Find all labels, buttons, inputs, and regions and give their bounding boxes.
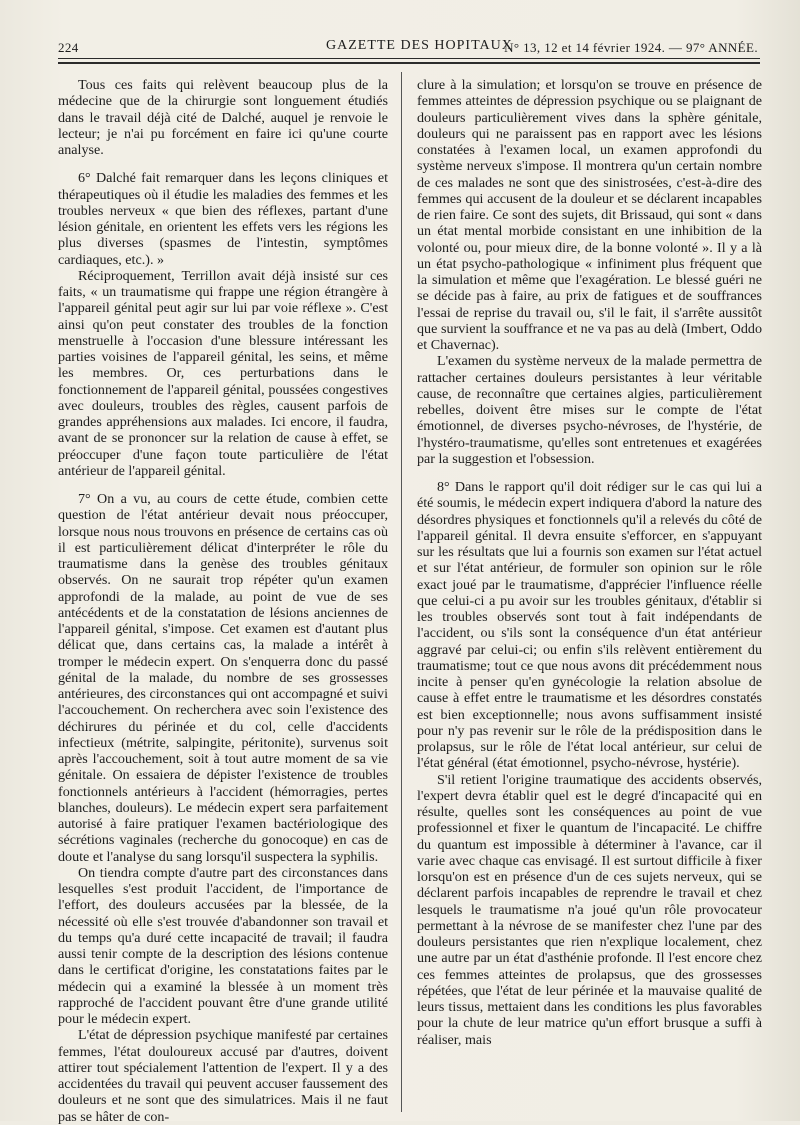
publication-title: GAZETTE DES HOPITAUX [326,38,513,53]
left-column [58,77,388,1125]
paragraph: 7° On a vu, au cours de cette étude, combien cette question de l'état antérieur devait nous préoccuper, lorsque nous nous trouvons en présence de certains cas où il est particulièrement délicat d'interpréter le rôle du traumatisme dans la genèse des troubles génitaux observés. On ne saurait trop répéter qu'un examen approfondi de la malade, au point de vue de ses antécédents et de la constatation de lésions anciennes de l'appareil génital, s'impose. Cet examen est d'autant plus délicat que, dans certains cas, la malade a intérêt à tromper le médecin expert. On s'enquerra donc du passé génital de la malade, du nombre de ses grossesses antérieures, des circonstances qui ont accompagné et suivi l'accouchement. On recherchera avec soin l'existence des déchirures du périnée et du col, celle d'accidents infectieux (métrite, salpingite, péritonite), survenus soit après l'accouchement, soit à tout autre moment de sa vie génitale. On essaiera de dépister l'existence de troubles fonctionnels antérieurs à l'accident (hémorragies, pertes blanches, douleurs). Le médecin expert sera parfaitement autorisé à faire pratiquer l'examen bactériologique des sécrétions vaginales (recherche du gonocoque) en cas de doute et l'analyse du sang lorsqu'il suspectera la syphilis. [58,491,388,865]
page-number: 224 [58,40,79,55]
paragraph: L'examen du système nerveux de la malade permettra de rattacher certaines douleurs persistantes à leur véritable cause, de reconnaître que certaines algies, particulièrement rebelles, doivent être mises sur le compte de l'état émotionnel, de diverses psycho-névroses, de l'hystérie, de l'hystéro-traumatisme, qu'elles sont entretenues et exagérées par la suggestion et l'obsession. [417,353,762,467]
paragraph: Tous ces faits qui relèvent beaucoup plus de la médecine que de la chirurgie sont longuement étudiés dans le travail déjà cité de Dalché, auquel je renvoie le lecteur; je n'ai pu forcément en faire ici qu'une courte analyse. [58,77,388,158]
paragraph: 6° Dalché fait remarquer dans les leçons cliniques et thérapeutiques où il étudie les maladies des femmes et les troubles nerveux « que bien des réflexes, partant d'une lésion génitale, en orientent les effets vers les régions les plus diverses (spasmes de l'intestin, symptômes cardiaques, etc.). » [58,170,388,268]
column-divider [401,72,402,1112]
header-rule-thin [58,58,760,59]
paragraph: Réciproquement, Terrillon avait déjà insisté sur ces faits, « un traumatisme qui frappe une région étrangère à l'appareil génital peut agir sur lui par voie réflexe ». C'est ainsi qu'on peut constater des troubles de la fonction menstruelle à l'occasion d'une blessure intéressant les parties voisines de l'appareil génital, les seins, et même les membres. Or, ces perturbations dans le fonctionnement de l'appareil génital, poussées congestives avec douleurs, troubles des règles, causent parfois de grandes appréhensions aux malades. Ici encore, il faudra, avant de se prononcer sur la relation de cause à effet, se préoccuper d'une façon toute particulière de l'état antérieur de l'appareil génital. [58,267,388,479]
paragraph: clure à la simulation; et lorsqu'on se trouve en présence de femmes atteintes de dépression psychique ou se plaignant de douleurs particulièrement vives dans la sphère génitale, douleurs qui ne paraissent pas en rapport avec les lésions constatées à l'examen local, un examen approfondi du système nerveux s'impose. Il montrera qu'un certain nombre de ces malades ne sont que des sinistrosées, c'est-à-dire des femmes qui accusent de la douleur et se déclarent incapables de rien faire. Ce sont des sujets, dit Brissaud, qui sont « dans un état mental morbide consistant en une inhibition de la volonté ou, pour mieux dire, de la bonne volonté ». Il y a là un état psycho-pathologique « infiniment plus fréquent que la simulation et même que l'exagération. Le blessé guéri ne se décide pas à faire, au prix de fatigues et de souffrances l'essai de reprise du travail ou, s'il le fait, il s'arrête aussitôt que survient la souffrance et ne va pas au delà (Imbert, Oddo et Chavernac). [417,77,762,353]
header-rule-thick [58,62,760,64]
paragraph: On tiendra compte d'autre part des circonstances dans lesquelles s'est produit l'accident, de l'importance de l'effort, des douleurs accusées par la blessée, de la nécessité où elle s'est trouvée d'abandonner son travail et du temps qu'a duré cette incapacité de travail; il faudra aussi tenir compte de la description des lésions contenue dans le certificat d'origine, les constatations faites par le médecin qui a examiné la blessée à un moment très rapproché de l'accident pouvant être d'une grande utilité pour le médecin expert. [58,864,388,1027]
paragraph: S'il retient l'origine traumatique des accidents observés, l'expert devra établir quel est le degré d'incapacité qui en résulte, quelles sont les conséquences au point de vue professionnel et fixer le quantum de l'incapacité. Le chiffre du quantum est impossible à déterminer à l'avance, car il varie avec chaque cas envisagé. Il est surtout difficile à fixer lorsqu'on est en présence d'un de ces sujets nerveux, qui se déclarent parfois incapables de reprendre le travail et chez lesquels le traumatisme n'a joué qu'un rôle provocateur permettant à la névrose de se manifester chez l'une par des douleurs persistantes que rien n'explique localement, chez une autre par un état d'asthénie profonde. Il l'est encore chez ces femmes atteintes de prolapsus, que des grossesses répétées, que l'état de leur périnée et la mauvaise qualité de leurs tissus, mettaient dans les conditions les plus favorables pour la chute de leur matrice qu'un effort brusque a suffi à réaliser, mais [417,771,762,1048]
page-header [58,32,758,58]
issue-info: N° 13, 12 et 14 février 1924. — 97° ANNÉE. [504,40,758,55]
paragraph: L'état de dépression psychique manifesté par certaines femmes, l'état douloureux accusé par d'autres, doivent attirer tout spécialement l'attention de l'expert. Il y a des accidentées du travail qui peuvent accuser faussement des douleurs et ne sont que des simulatrices. Mais il ne faut pas se hâter de con- [58,1027,388,1125]
right-column [417,77,762,1107]
paragraph: 8° Dans le rapport qu'il doit rédiger sur le cas qui lui a été soumis, le médecin expert indiquera d'abord la nature des désordres physiques et fonctionnels qu'il a relevés du côté de l'appareil génital. Il devra ensuite s'efforcer, en s'appuyant sur les résultats que lui a fournis son examen sur l'état actuel et sur l'état antérieur, de formuler son opinion sur le rôle exact joué par le traumatisme, d'apprécier l'influence réelle que celui-ci a pu avoir sur les troubles génitaux, d'établir si les troubles observés sont tout à fait indépendants de l'accident, ou s'ils sont la conséquence d'un état antérieur aggravé par celui-ci; ou enfin s'ils relèvent entièrement du traumatisme; tout ce que nous avons dit précédemment nous incite à penser qu'en gynécologie la relation absolue de cause à effet entre le traumatisme et les désordres constatés est bien exceptionnelle; nous avons suffisamment insisté pour n'y pas revenir sur le rôle de la prédisposition dans le prolapsus, sur le rôle de l'état local antérieur, sur celui de l'état général (état émotionnel, psycho-névrose, hystérie). [417,479,762,772]
